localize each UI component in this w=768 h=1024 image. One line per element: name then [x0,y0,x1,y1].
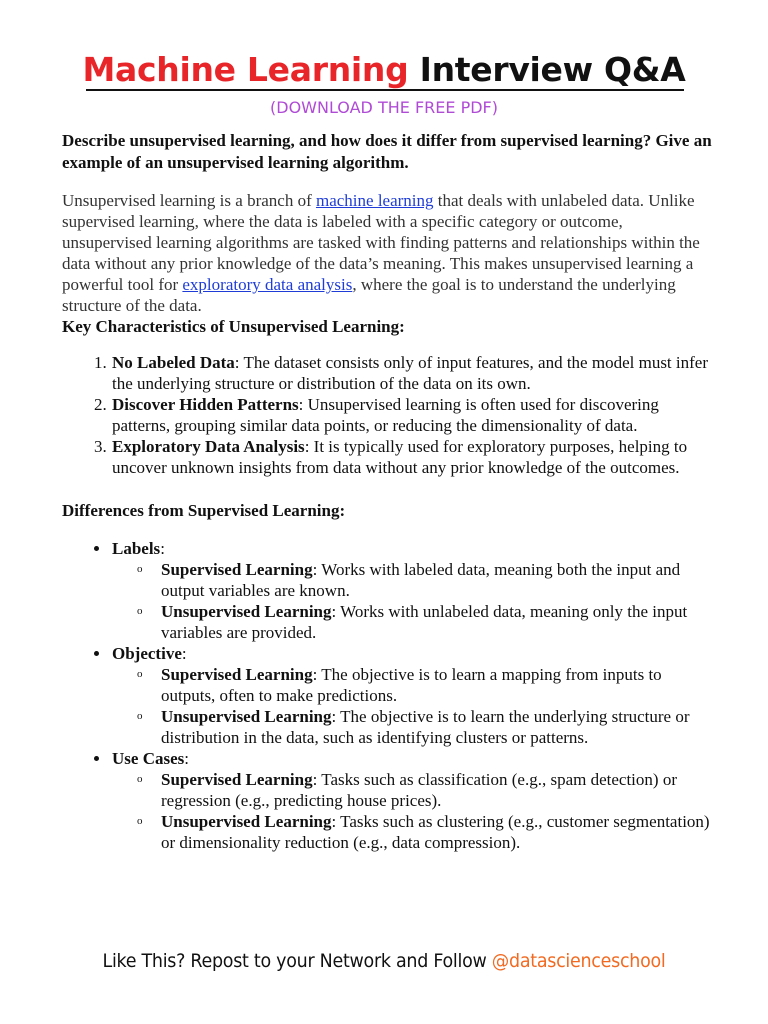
item-text: : It is typically used for exploratory purposes, helping to uncover unknown insights from data without any prior knowledge of the outcomes. [112,437,688,477]
sub-list [112,769,712,853]
follow-handle-link[interactable]: @datascienceschool [491,950,666,972]
circle-bullet-icon: o [137,668,143,680]
item-label: Use Cases [112,749,185,768]
item-label: Labels [112,539,161,558]
question-heading: Describe unsupervised learning, and how does it differ from supervised learning? Give an example of an unsupervised learning algorithm. [62,131,712,172]
sub-term: Unsupervised Learning [161,707,332,726]
exploratory-data-analysis-link[interactable]: exploratory data analysis [182,275,353,294]
sub-term: Supervised Learning [161,665,313,684]
differences-list [62,538,712,853]
sub-text: : Works with unlabeled data, meaning only the input variables are provided. [161,602,688,642]
item-colon: : [160,539,165,558]
list-item [111,352,712,394]
footer-cta [31,950,738,972]
sub-list [112,664,712,748]
sub-list-item [137,559,712,601]
item-term: No Labeled Data [112,353,235,372]
list-item [111,748,712,853]
item-colon: : [184,749,189,768]
circle-bullet-icon: o [137,815,143,827]
sub-term: Supervised Learning [161,770,313,789]
main-content [62,130,712,853]
item-term: Discover Hidden Patterns [112,395,299,414]
sub-list-item [137,601,712,643]
circle-bullet-icon: o [137,773,143,785]
item-term: Exploratory Data Analysis [112,437,305,456]
list-item [111,538,712,643]
footer-text: Like This? Repost to your Network and Follow [102,950,492,972]
item-colon: : [181,644,187,663]
title-highlight: Machine Learning [82,50,409,89]
sub-term: Unsupervised Learning [161,812,332,831]
sub-list-item [137,811,712,853]
title-main: Interview Q&A [419,50,686,89]
download-pdf-link[interactable]: (DOWNLOAD THE FREE PDF) [270,98,498,117]
list-item [111,394,712,436]
item-text: : The dataset consists only of input features, and the model must infer the underlying structure or distribution of the data on its own. [112,353,709,393]
sub-text: : The objective is to learn the underlying structure or distribution in the data, such as identifying clusters or patterns. [161,707,690,747]
circle-bullet-icon: o [137,605,143,617]
page-title [0,50,768,90]
characteristics-heading: Key Characteristics of Unsupervised Learning: [62,317,405,336]
list-item [111,436,712,478]
intro-text-2: that deals with unlabeled data. Unlike supervised learning, where the data is labeled with a specific category or outcome, unsupervised learning algorithms are tasked with finding patterns and relationships within the data without any prior knowledge of the data’s meaning. This makes unsupervised learning a powerful tool for [62,191,700,294]
characteristics-list [62,352,712,478]
sub-term: Unsupervised Learning [161,602,332,621]
sub-list-item [137,706,712,748]
list-item [111,643,712,748]
intro-paragraph [62,190,712,316]
machine-learning-link[interactable]: machine learning [315,191,434,210]
sub-list-item [137,664,712,706]
sub-text: : Tasks such as clustering (e.g., customer segmentation) or dimensionality reduction (e.g., data compression). [161,812,710,852]
sub-list-item [137,769,712,811]
sub-text: : Tasks such as classification (e.g., spam detection) or regression (e.g., predicting house prices). [161,770,677,810]
item-text: : Unsupervised learning is often used for discovering patterns, grouping similar data points, or reducing the dimensionality of data. [112,395,659,435]
sub-term: Supervised Learning [161,560,313,579]
intro-text-3: , where the goal is to understand the underlying structure of the data. [62,275,676,315]
intro-text-1: Unsupervised learning is a branch of [62,191,316,210]
circle-bullet-icon: o [137,563,143,575]
item-label: Objective [112,644,182,663]
sub-list [112,559,712,643]
differences-heading: Differences from Supervised Learning: [62,501,346,520]
sub-text: : Works with labeled data, meaning both the input and output variables are known. [161,560,681,600]
sub-text: : The objective is to learn a mapping from inputs to outputs, often to make predictions. [161,665,662,705]
title-underline [86,89,684,91]
circle-bullet-icon: o [137,710,143,722]
